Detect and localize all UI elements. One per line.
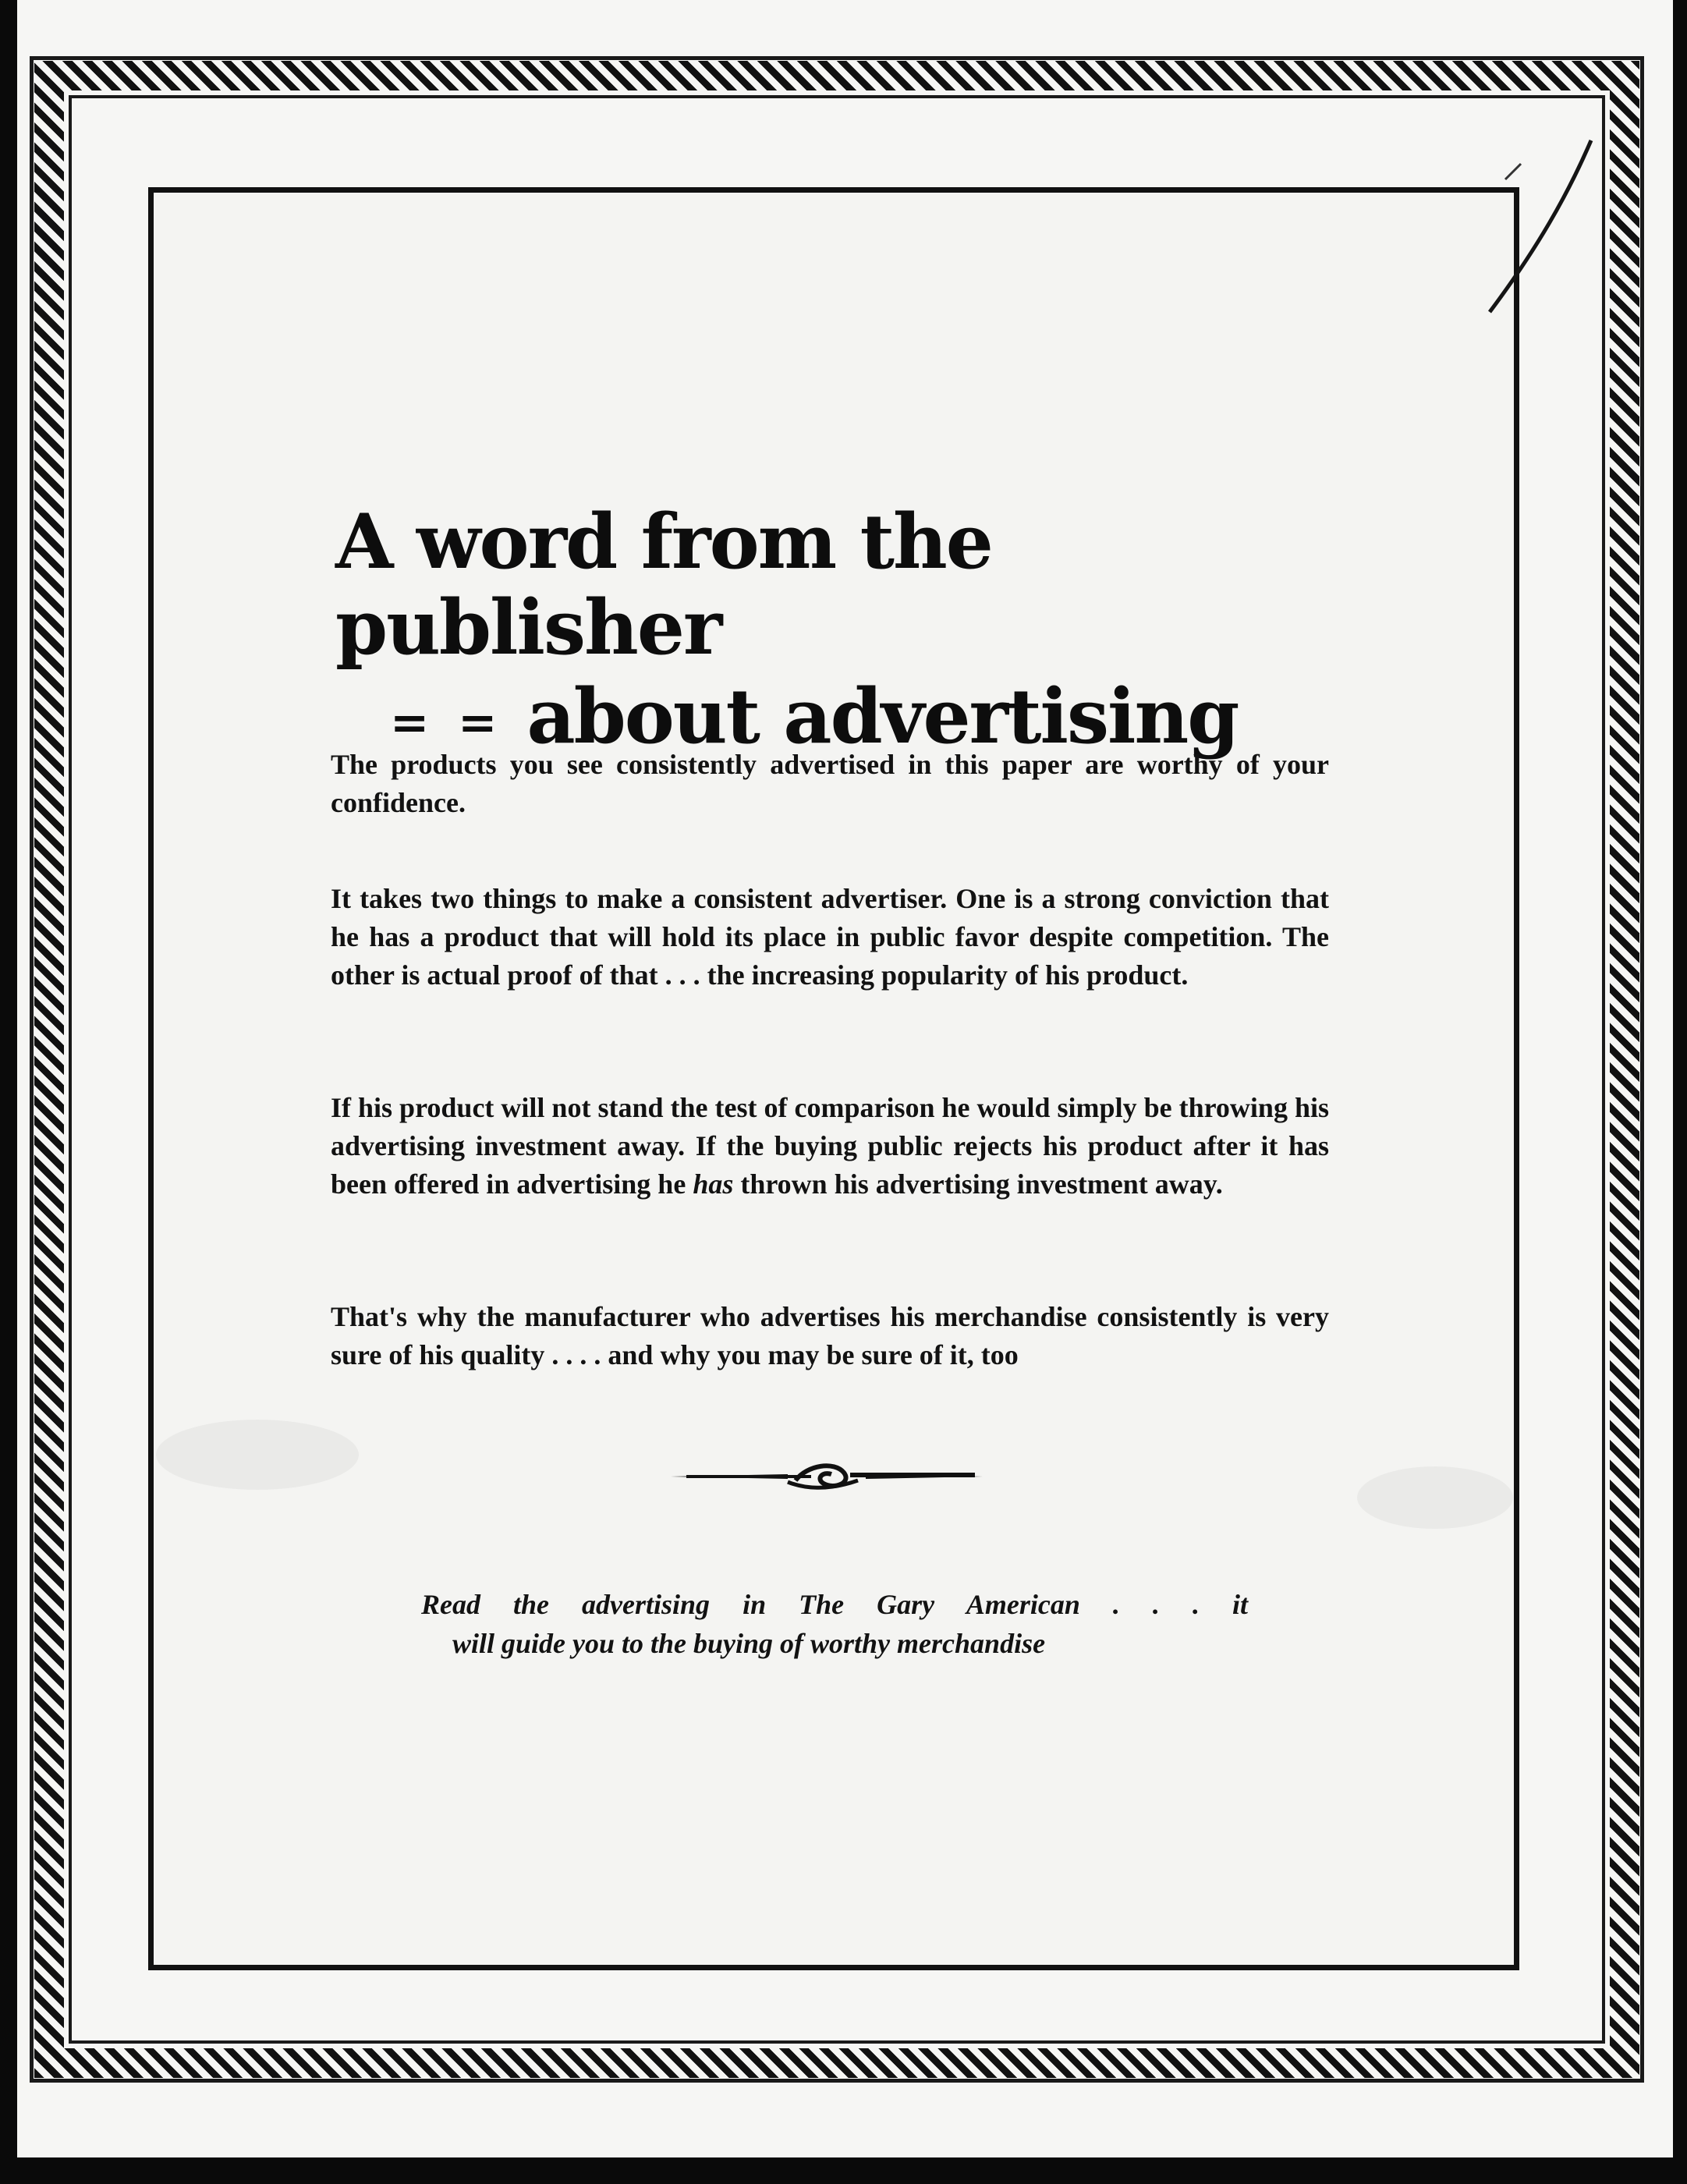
paragraph-3-text-b: thrown his advertising investment away. bbox=[733, 1168, 1223, 1200]
paragraph-4: That's why the manufacturer who advertises his merchandise consistently is very sure of his quality . . . . and why you may be sure of it, too bbox=[331, 1301, 1329, 1370]
pen-mark-icon bbox=[1474, 133, 1599, 320]
tagline-line-1: Read the advertising in The Gary American . . . it bbox=[421, 1589, 1248, 1620]
scan-edge-left bbox=[0, 0, 17, 2184]
scan-edge-bottom bbox=[0, 2157, 1687, 2184]
tagline-line-2: will guide you to the buying of worthy merchandise bbox=[452, 1628, 1046, 1659]
paragraph-3-emphasis: has bbox=[693, 1168, 734, 1200]
closing-tagline bbox=[421, 1585, 1248, 1663]
print-smudge bbox=[156, 1420, 359, 1490]
paragraph-2: It takes two things to make a consistent advertiser. One is a strong conviction that he has a product that will hold its place in public favor despite competition. The other is actual proof of that . . . the increasing popularity of his product. bbox=[331, 883, 1329, 991]
print-smudge bbox=[1357, 1466, 1513, 1529]
paragraph-3 bbox=[331, 1089, 1329, 1204]
headline-dashes: = = bbox=[390, 696, 504, 751]
headline-line-1: A word from the publisher bbox=[335, 498, 992, 672]
headline-line-2-text: about advertising bbox=[526, 672, 1239, 760]
scroll-flourish-ornament-icon bbox=[671, 1457, 983, 1496]
scan-edge-right bbox=[1673, 0, 1687, 2184]
headline-block bbox=[328, 499, 1326, 766]
paragraph-1: The products you see consistently advertised in this paper are worthy of your confidence. bbox=[331, 749, 1329, 818]
paragraph-3-text-a: If his product will not stand the test of comparison he would simply be throwing his advertising investment away. If the buying public rejects his product after it has been offered in advertising he bbox=[331, 1092, 1329, 1200]
advertisement-frame bbox=[148, 187, 1519, 1970]
page-title bbox=[328, 499, 1326, 766]
